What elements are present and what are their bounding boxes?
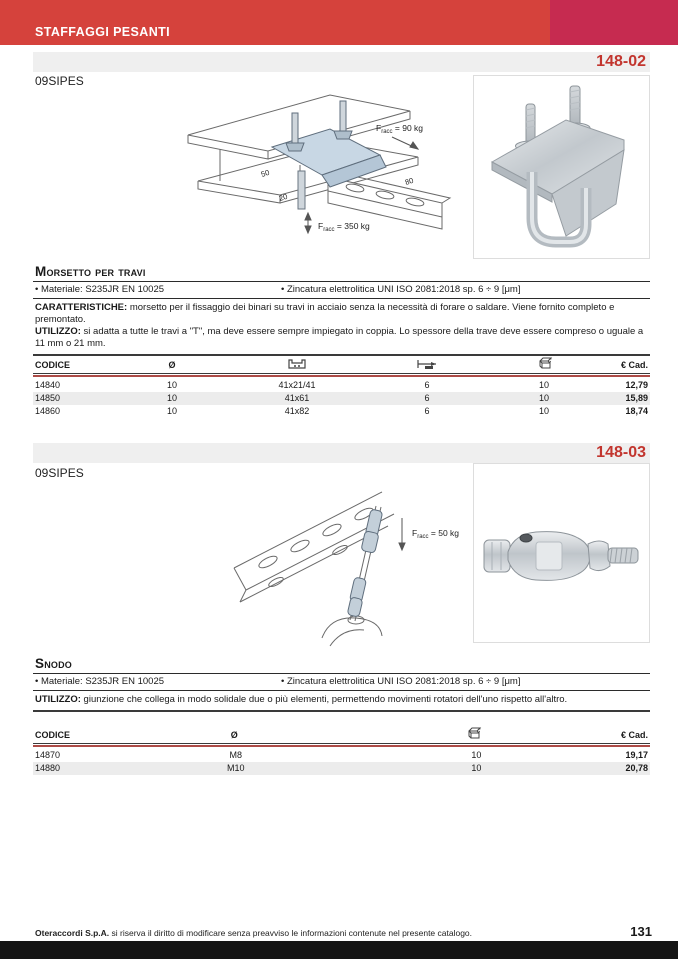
cell-diameter: 10	[166, 380, 177, 390]
desc-text-utilizzo: giunzione che collega in modo solidale due o più elementi, permettendo movimenti rotatori dell'uno rispetto all'altro.	[80, 694, 568, 705]
desc-label-utilizzo: UTILIZZO:	[35, 694, 81, 705]
table-row[interactable]	[33, 379, 650, 392]
cell-length: 6	[424, 406, 430, 416]
cell-price: 20,78	[625, 763, 648, 773]
cell-diameter: 10	[166, 393, 177, 403]
package-icon	[479, 356, 609, 370]
package-icon	[325, 726, 621, 740]
force-label-bottom: $F_{racc} = 350$ kg	[318, 221, 370, 233]
col-header-price: € Cad.	[620, 730, 648, 740]
spec-coating: • Zincatura elettrolitica UNI ISO 2081:2018 sp. 6 ÷ 9 [μm]	[281, 676, 521, 687]
cell-codice: 14840	[35, 380, 61, 390]
desc-text-caratteristiche: morsetto per il fissaggio dei binari su travi in acciaio senza la necessità di forare o saldare. Viene fornito completo e premontato.	[35, 302, 615, 325]
table-row[interactable]	[33, 762, 650, 775]
cell-price: 12,79	[625, 380, 648, 390]
table-row[interactable]	[33, 749, 650, 762]
length-icon	[375, 358, 479, 370]
cell-profile: 41x61	[284, 393, 310, 403]
section-info	[33, 263, 650, 356]
page-title: STAFFAGGI PESANTI	[35, 25, 171, 39]
footer-disclaimer-text: si riserva il diritto di modificare senza preavviso le informazioni contenute nel presente catalogo.	[109, 928, 473, 938]
spec-material: • Materiale: S235JR EN 10025	[35, 284, 165, 295]
cell-codice: 14880	[35, 763, 61, 773]
channel-profile-icon	[219, 358, 375, 370]
footer-disclaimer	[35, 928, 472, 938]
product-table-morsetto	[33, 346, 650, 418]
cell-price: 19,17	[625, 750, 648, 760]
cell-package: 10	[471, 750, 482, 760]
desc-label-caratteristiche: CARATTERISTICHE:	[35, 302, 128, 313]
banner-accent-block	[550, 0, 678, 45]
table-rule-dark	[33, 743, 650, 744]
cell-length: 6	[424, 393, 430, 403]
cell-profile: 41x82	[284, 406, 310, 416]
cell-diameter: M10	[227, 763, 245, 773]
cell-price: 18,74	[625, 406, 648, 416]
section-info	[33, 655, 650, 712]
dim-label-20: 20	[277, 191, 289, 203]
cell-package: 10	[471, 763, 482, 773]
cell-package: 10	[538, 393, 549, 403]
section-ref-band	[33, 443, 650, 463]
section-title: Morsetto per travi	[33, 263, 650, 282]
cell-diameter: M8	[229, 750, 243, 760]
col-header-codice: CODICE	[35, 730, 71, 740]
dim-label-50: 50	[259, 167, 271, 179]
cell-codice: 14850	[35, 393, 61, 403]
table-header-row	[33, 346, 650, 373]
section-ref-number: 148-03	[596, 444, 646, 461]
cell-codice: 14870	[35, 750, 61, 760]
technical-drawing-swivel	[230, 470, 460, 655]
page-number: 131	[630, 924, 652, 939]
product-photo-swivel	[473, 463, 650, 643]
cell-diameter: 10	[166, 406, 177, 416]
product-code: 09SIPES	[35, 466, 84, 480]
col-header-codice: CODICE	[35, 360, 71, 370]
cell-package: 10	[538, 406, 549, 416]
spec-bullets	[33, 674, 650, 691]
spec-material: • Materiale: S235JR EN 10025	[35, 676, 165, 687]
table-header-row	[33, 716, 650, 743]
section-title: Snodo	[33, 655, 650, 674]
desc-label-utilizzo: UTILIZZO:	[35, 325, 81, 337]
col-header-diameter: Ø	[168, 360, 176, 370]
product-code: 09SIPES	[35, 74, 84, 88]
product-table-snodo	[33, 716, 650, 775]
spec-bullets	[33, 282, 650, 299]
cell-profile: 41x21/41	[278, 380, 316, 390]
spec-coating: • Zincatura elettrolitica UNI ISO 2081:2018 sp. 6 ÷ 9 [μm]	[281, 284, 521, 295]
cell-package: 10	[538, 380, 549, 390]
cell-length: 6	[424, 380, 430, 390]
cell-codice: 14860	[35, 406, 61, 416]
table-rule-dark	[33, 373, 650, 374]
dim-label-80: 80	[403, 175, 415, 187]
table-rule-red	[33, 745, 650, 747]
page-header-banner	[0, 0, 678, 45]
section-description	[33, 691, 650, 712]
cell-price: 15,89	[625, 393, 648, 403]
table-row[interactable]	[33, 405, 650, 418]
force-label-top: $F_{racc} = 90$ kg	[376, 123, 424, 135]
technical-drawing-beam-clamp	[180, 85, 460, 250]
col-header-price: € Cad.	[620, 360, 648, 370]
section-ref-number: 148-02	[596, 53, 646, 70]
bottom-bar	[0, 941, 678, 959]
table-row[interactable]	[33, 392, 650, 405]
force-label: $F_{racc} = 50$ kg	[412, 528, 460, 540]
section-ref-band	[33, 52, 650, 72]
table-rule-red	[33, 375, 650, 377]
col-header-diameter: Ø	[230, 730, 238, 740]
desc-text-utilizzo: si adatta a tutte le travi a "T", ma deve essere sempre impiegato in coppia. Lo spessore della trave deve essere compreso o uguale a 11 mm o 21 mm.	[35, 325, 644, 349]
footer-company: Oteraccordi S.p.A.	[35, 928, 110, 938]
product-photo-beam-clamp	[473, 75, 650, 259]
